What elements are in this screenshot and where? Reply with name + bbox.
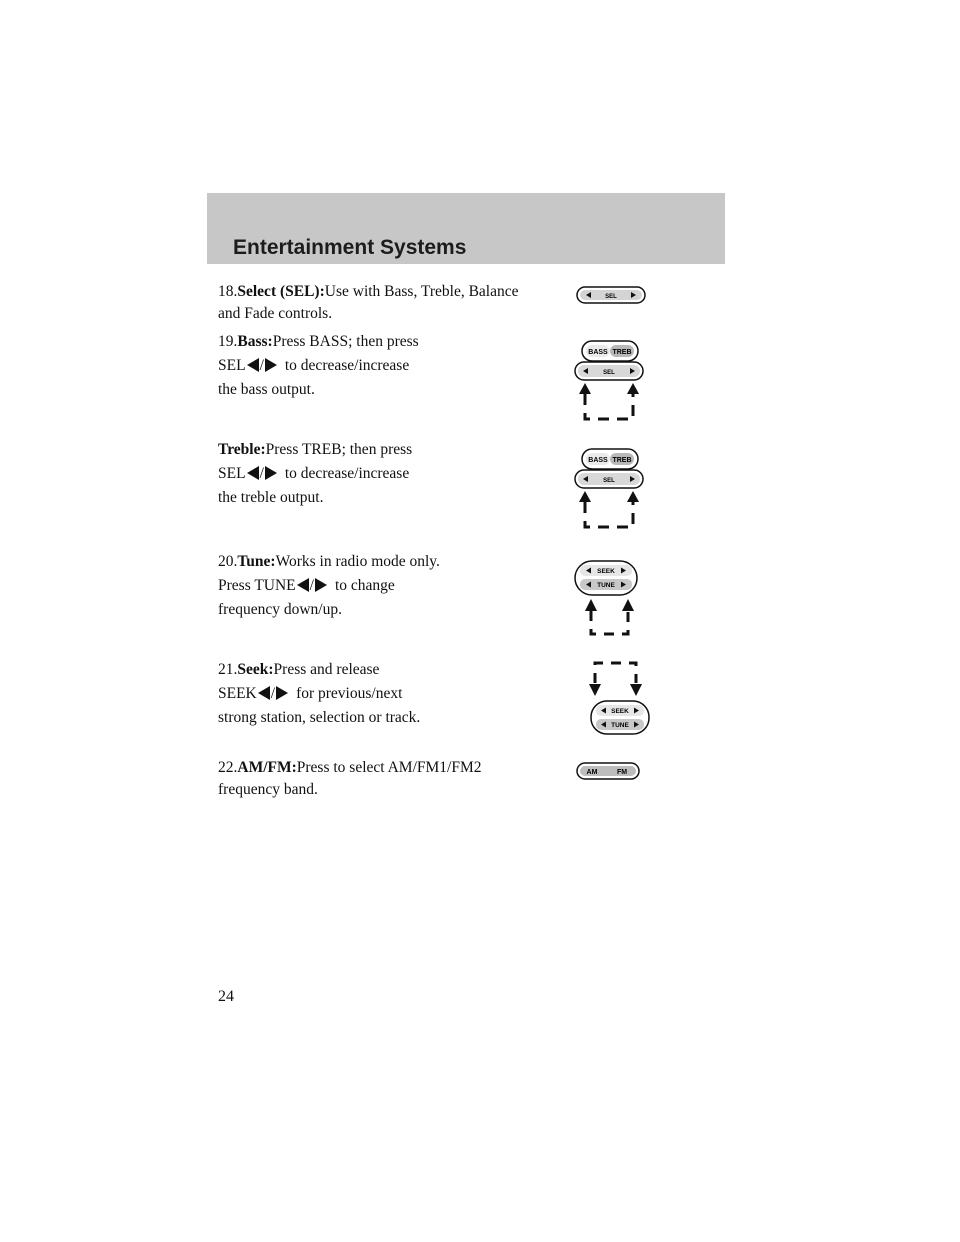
item-seek — [218, 659, 538, 729]
item-term: Seek: — [237, 661, 274, 678]
slash: / — [309, 577, 314, 594]
item-term: Treble: — [218, 441, 266, 458]
tune-label: TUNE — [611, 722, 629, 729]
item-number: 19. — [218, 333, 238, 350]
arrow-right-icon — [276, 686, 288, 700]
item-term: Tune: — [237, 553, 276, 570]
arrow-right-icon — [265, 466, 277, 480]
item-text: SEL — [218, 357, 246, 374]
item-number: 20. — [218, 553, 238, 570]
bass-diagram — [574, 339, 644, 421]
item-term: Select (SEL): — [237, 283, 325, 300]
seek-label: SEEK — [597, 568, 615, 575]
item-text: the treble output. — [218, 489, 324, 506]
item-text: SEEK — [218, 685, 257, 702]
seek-diagram — [590, 660, 654, 736]
treble-diagram — [574, 447, 644, 529]
treb-label: TREB — [612, 457, 632, 464]
arrow-left-icon — [258, 686, 270, 700]
sel-label: SEL — [603, 370, 615, 376]
slash: / — [259, 465, 264, 482]
section-header — [207, 193, 725, 264]
item-select — [218, 281, 538, 325]
slash: / — [259, 357, 264, 374]
seek-label: SEEK — [611, 708, 629, 715]
arrow-right-icon — [265, 358, 277, 372]
arrow-right-icon — [315, 578, 327, 592]
item-text: Press and release — [273, 661, 380, 678]
item-tune — [218, 551, 538, 621]
item-text: to change — [334, 577, 395, 594]
slash: / — [270, 685, 276, 702]
item-text: Press TREB; then press — [265, 441, 413, 458]
item-treble — [218, 439, 538, 509]
item-text: for previous/next — [296, 685, 403, 702]
item-text: frequency down/up. — [218, 601, 342, 618]
item-text: to decrease/increase — [284, 465, 410, 482]
item-text: Use with Bass, Treble, Balance and Fade controls. — [218, 283, 519, 322]
page-number: 24 — [218, 988, 234, 1005]
sel-label: SEL — [603, 478, 615, 484]
am-fm-button-illustration — [576, 762, 640, 780]
am-label: AM — [586, 769, 598, 776]
item-text: Press to select AM/FM1/FM2 frequency band. — [218, 759, 482, 798]
item-am-fm — [218, 757, 538, 801]
item-text: Works in radio mode only. — [275, 553, 440, 570]
sel-label: SEL — [605, 294, 617, 300]
item-term: AM/FM: — [237, 759, 297, 776]
arrow-left-icon — [297, 578, 309, 592]
item-number: 18. — [218, 283, 238, 300]
item-text: strong station, selection or track. — [218, 709, 421, 726]
item-bass — [218, 331, 538, 401]
sel-button-illustration — [576, 286, 646, 304]
bass-label: BASS — [588, 457, 608, 464]
item-term: Bass: — [237, 333, 273, 350]
fm-label: FM — [616, 769, 628, 776]
item-text: to decrease/increase — [284, 357, 410, 374]
tune-label: TUNE — [597, 582, 615, 589]
item-text: Press TUNE — [218, 577, 296, 594]
item-text: Press BASS; then press — [272, 333, 419, 350]
arrow-left-icon — [247, 358, 259, 372]
item-text: the bass output. — [218, 381, 315, 398]
tune-diagram — [574, 560, 638, 638]
section-title: Entertainment Systems — [233, 236, 467, 259]
item-text: SEL — [218, 465, 246, 482]
arrow-left-icon — [247, 466, 259, 480]
item-number: 22. — [218, 759, 238, 776]
item-number: 21. — [218, 661, 238, 678]
bass-label: BASS — [588, 349, 608, 356]
treb-label: TREB — [612, 349, 632, 356]
